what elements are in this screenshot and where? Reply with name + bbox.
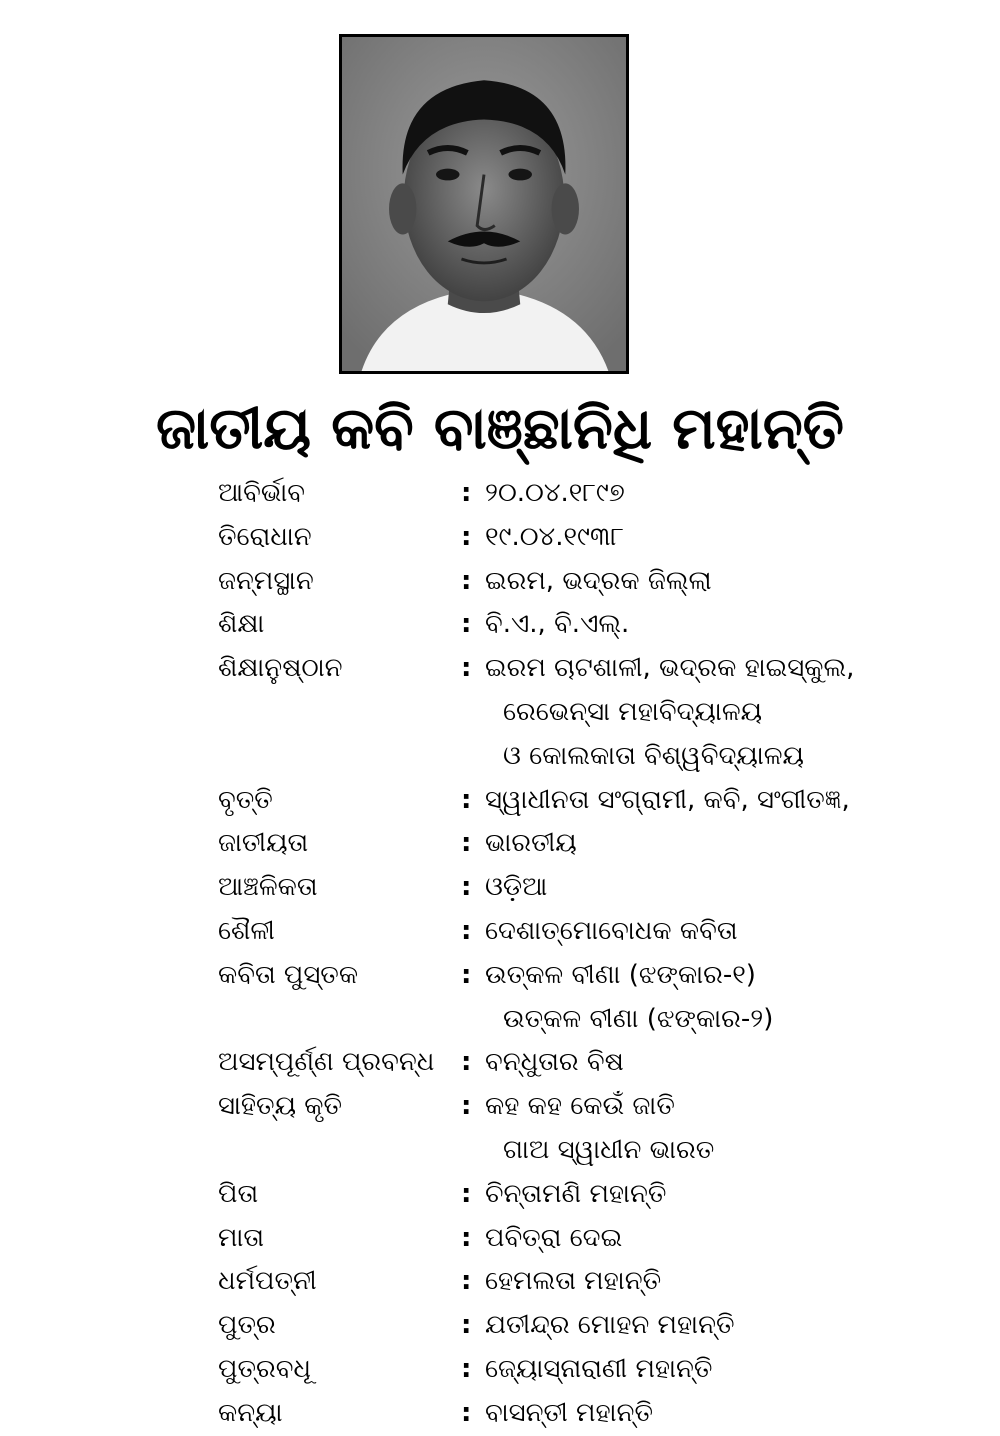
value-line: ଜ୍ୟୋସ୍ନାରାଣୀ ମହାନ୍ତି	[485, 1353, 713, 1384]
bio-row-father	[218, 1173, 978, 1217]
separator: :	[461, 1310, 472, 1341]
value-line: ଉତ୍କଳ ବୀଣା (ଝଙ୍କାର-୨)	[503, 1003, 774, 1034]
bio-label: ଶିକ୍ଷାନୁଷ୍ଠାନ	[218, 653, 343, 684]
bio-value	[485, 603, 978, 647]
bio-label: ପୁତ୍ରବଧୂ	[218, 1353, 312, 1384]
separator: :	[461, 653, 472, 684]
bio-label: ଧର୍ମପତ୍ନୀ	[218, 1266, 317, 1297]
bio-label: ମାତା	[218, 1222, 265, 1253]
bio-row-unfinished-essay	[218, 1041, 978, 1085]
separator: :	[461, 565, 472, 596]
separator: :	[461, 915, 472, 946]
portrait-photo	[339, 34, 629, 374]
bio-label: ଅସମ୍ପୂର୍ଣ୍ଣ ପ୍ରବନ୍ଧ	[218, 1047, 435, 1078]
value-line: ଓ କୋଲକାତା ବିଶ୍ୱବିଦ୍ୟାଳୟ	[503, 740, 804, 771]
bio-value	[485, 1304, 978, 1348]
bio-value	[485, 1173, 978, 1217]
separator: :	[461, 959, 472, 990]
bio-label: ତିରୋଧାନ	[218, 521, 312, 552]
bio-row-institutions	[218, 647, 978, 778]
bio-value	[485, 954, 978, 1042]
separator: :	[461, 1353, 472, 1384]
bio-value	[485, 866, 978, 910]
bio-row-style	[218, 910, 978, 954]
bio-value	[485, 1392, 978, 1436]
separator: :	[461, 1047, 472, 1078]
bio-row-death	[218, 516, 978, 560]
bio-value	[485, 1085, 978, 1173]
separator: :	[461, 1178, 472, 1209]
value-line: ରେଭେନ୍‌ସା ମହାବିଦ୍ୟାଳୟ	[503, 696, 763, 727]
bio-label: ପିତା	[218, 1178, 259, 1209]
separator: :	[461, 828, 472, 859]
bio-label: ସାହିତ୍ୟ କୃତି	[218, 1091, 343, 1122]
bio-value	[485, 822, 978, 866]
value-line: ଇରମ, ଭଦ୍ରକ ଜିଲ୍ଲା	[485, 565, 712, 596]
value-line: ଇରମ ଚାଟଶାଳୀ, ଭଦ୍ରକ ହାଇସ୍କୁଲ,	[485, 653, 855, 684]
bio-row-education	[218, 603, 978, 647]
bio-row-regionality	[218, 866, 978, 910]
value-line: ଗାଅ ସ୍ୱାଧୀନ ଭାରତ	[503, 1134, 715, 1165]
bio-row-daughter	[218, 1392, 978, 1436]
value-line: ବାସନ୍ତୀ ମହାନ୍ତି	[485, 1397, 653, 1428]
value-line: ୧୯.୦୪.୧୯୩୮	[485, 521, 624, 552]
bio-label: ଜାତୀୟତା	[218, 828, 309, 859]
bio-value	[485, 647, 978, 778]
value-line: କହ କହ କେଉଁ ଜାତି	[485, 1091, 675, 1122]
bio-row-daughter-in-law	[218, 1348, 978, 1392]
bio-label: ଶିକ୍ଷା	[218, 609, 265, 640]
bio-label: କନ୍ୟା	[218, 1397, 283, 1428]
bio-row-poetry-books	[218, 954, 978, 1042]
separator: :	[461, 521, 472, 552]
value-line: ଓଡ଼ିଆ	[485, 872, 548, 903]
bio-row-nationality	[218, 822, 978, 866]
bio-value	[485, 560, 978, 604]
value-line: ହେମଲତା ମହାନ୍ତି	[485, 1266, 662, 1297]
separator: :	[461, 784, 472, 815]
bio-value	[485, 472, 978, 516]
bio-label: ଆଞ୍ଚଳିକତା	[218, 872, 318, 903]
bio-row-birthplace	[218, 560, 978, 604]
bio-label: ଆବିର୍ଭାବ	[218, 478, 306, 508]
bio-value	[485, 1041, 978, 1085]
value-line: ଉତ୍କଳ ବୀଣା (ଝଙ୍କାର-୧)	[485, 959, 756, 990]
bio-label: ଜନ୍ମସ୍ଥାନ	[218, 565, 314, 596]
value-line: ଦେଶାତ୍ମୋବୋଧକ କବିତା	[485, 915, 738, 946]
bio-value	[485, 516, 978, 560]
bio-row-son	[218, 1304, 978, 1348]
separator: :	[461, 1266, 472, 1297]
bio-row-birth	[218, 472, 978, 516]
bio-row-wife	[218, 1260, 978, 1304]
value-line: ସ୍ୱାଧୀନତା ସଂଗ୍ରାମୀ, କବି, ସଂଗୀତଜ୍ଞ,	[485, 784, 850, 815]
value-line: ଚିନ୍ତାମଣି ମହାନ୍ତି	[485, 1178, 667, 1209]
separator: :	[461, 872, 472, 903]
bio-value	[485, 779, 978, 823]
separator: :	[461, 609, 472, 640]
value-line: ପବିତ୍ରା ଦେଇ	[485, 1222, 623, 1253]
bio-row-profession	[218, 779, 978, 823]
bio-value	[485, 1348, 978, 1392]
separator: :	[461, 1222, 472, 1253]
separator: :	[461, 1397, 472, 1428]
separator: :	[461, 1091, 472, 1122]
bio-label: କବିତା ପୁସ୍ତକ	[218, 959, 359, 990]
portrait-image	[342, 37, 626, 371]
value-line: ୨୦.୦୪.୧୮୯୭	[485, 478, 625, 508]
bio-label: ବୃତ୍ତି	[218, 784, 273, 815]
bio-details-list	[218, 472, 978, 1436]
bio-label: ପୁତ୍ର	[218, 1310, 276, 1341]
page-title: ଜାତୀୟ କବି ବାଞ୍ଛାନିଧି ମହାନ୍ତି	[155, 394, 845, 462]
bio-row-mother	[218, 1217, 978, 1261]
value-line: ବନ୍ଧୁତାର ବିଷ	[485, 1047, 624, 1078]
value-line: ଭାରତୀୟ	[485, 828, 577, 859]
bio-value	[485, 1217, 978, 1261]
value-line: ଯତୀନ୍ଦ୍ର ମୋହନ ମହାନ୍ତି	[485, 1310, 735, 1341]
bio-value	[485, 1260, 978, 1304]
separator: :	[461, 478, 472, 508]
bio-value	[485, 910, 978, 954]
bio-label: ଶୈଳୀ	[218, 915, 275, 946]
bio-row-literary-works	[218, 1085, 978, 1173]
value-line: ବି.ଏ., ବି.ଏଲ୍.	[485, 609, 630, 640]
